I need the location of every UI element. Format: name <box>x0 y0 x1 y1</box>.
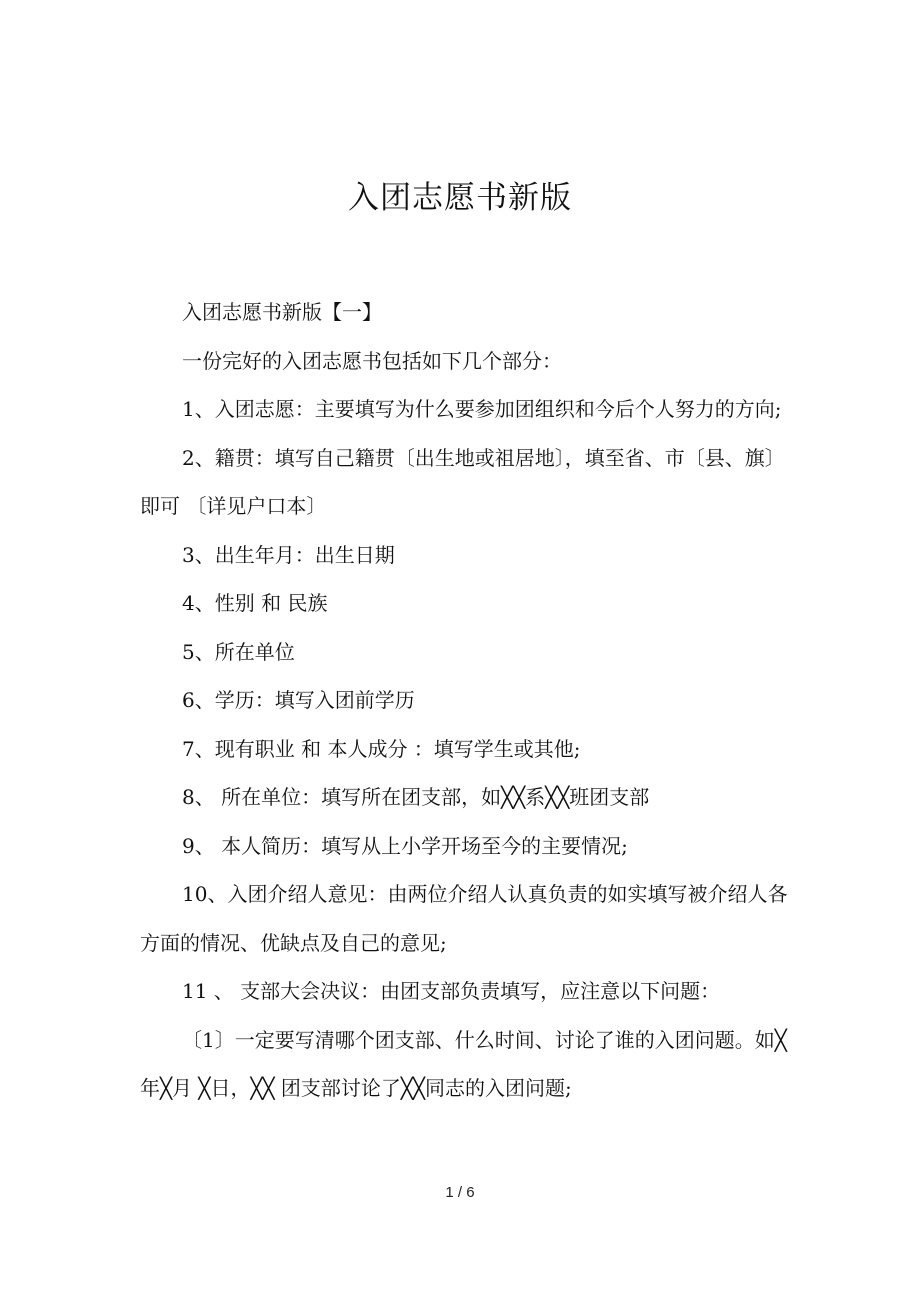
page-indicator: 1 / 6 <box>445 1184 475 1201</box>
item-7-paragraph: 7、现有职业 和 本人成分 ：填写学生或其他; <box>182 736 581 761</box>
item-9-paragraph: 9、 本人简历：填写从上小学开场至今的主要情况; <box>182 833 628 858</box>
document-body <box>140 288 800 1113</box>
item-6-paragraph: 6、学历：填写入团前学历 <box>182 688 415 712</box>
intro-paragraph: 一份完好的入团志愿书包括如下几个部分： <box>182 348 562 373</box>
item-2-paragraph: 2、籍贯：填写自己籍贯〔出生地或祖居地〕，填至省、市〔县、旗〕即可 〔详见户口本〕 <box>140 445 785 518</box>
item-11-note-1-paragraph: 〔1〕一定要写清哪个团支部、什么时间、讨论了谁的入团问题。如╳ 年╳月 ╳日，╳╳ 团支部讨论了╳╳同志的入团问题; <box>140 1027 787 1100</box>
section-heading: 入团志愿书新版【一】 <box>182 300 382 324</box>
item-4-paragraph: 4、性别 和 民族 <box>182 591 328 615</box>
item-1-paragraph: 1、入团志愿：主要填写为什么要参加团组织和今后个人努力的方向; <box>182 397 782 421</box>
item-10-paragraph: 10、入团介绍人意见：由两位介绍人认真负责的如实填写被介绍人各方面的情况、优缺点及自己的意见; <box>140 882 788 955</box>
item-8-paragraph: 8、 所在单位：填写所在团支部，如╳╳系╳╳班团支部 <box>182 785 650 809</box>
item-3-paragraph: 3、出生年月：出生日期 <box>182 542 395 567</box>
item-11-paragraph: 11 、 支部大会决议：由团支部负责填写，应注意以下问题： <box>182 979 721 1003</box>
item-5-paragraph: 5、所在单位 <box>182 639 295 664</box>
document-title: 入团志愿书新版 <box>348 180 572 216</box>
